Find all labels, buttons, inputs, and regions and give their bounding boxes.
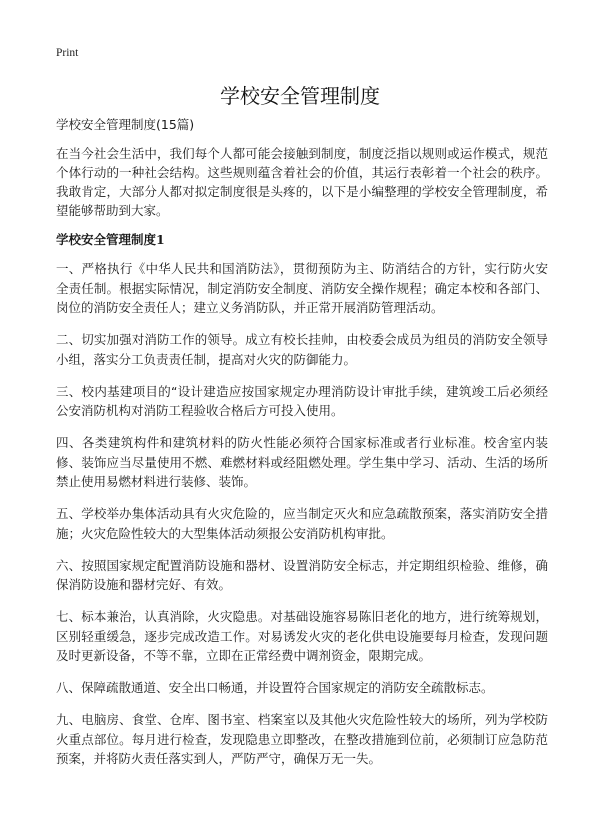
rule-paragraph-2: 二、切实加强对消防工作的领导。成立有校长挂帅，由校委会成员为组员的消防安全领导小组，落实分工负责责任制，提高对火灾的防御能力。 (56, 332, 548, 367)
rule-paragraph-6: 六、按照国家规定配置消防设施和器材、设置消防安全标志，并定期组织检验、维修，确保消防设施和器材完好、有效。 (56, 557, 548, 592)
document-body (56, 117, 548, 781)
section-heading: 学校安全管理制度1 (56, 232, 165, 247)
rule-paragraph-5: 五、学校举办集体活动具有火灾危险的，应当制定灭火和应急疏散预案，落实消防安全措施；火灾危险性较大的大型集体活动须报公安消防机构审批。 (56, 506, 548, 541)
document-subtitle: 学校安全管理制度(15篇) (56, 117, 195, 132)
rule-paragraph-8: 八、保障疏散通道、安全出口畅通，并设置符合国家规定的消防安全疏散标志。 (56, 680, 494, 695)
page-title: 学校安全管理制度 (220, 84, 380, 108)
rule-paragraph-7: 七、标本兼治，认真消除，火灾隐患。对基础设施容易陈旧老化的地方，进行统筹规划，区别轻重缓急，逐步完成改造工作。对易诱发火灾的老化供电设施要每月检查，发现问题及时更新设备，不等不靠，立即在正常经费中调剂资金，限期完成。 (56, 609, 548, 663)
print-label: Print (56, 47, 79, 59)
rule-paragraph-4: 四、各类建筑构件和建筑材料的防火性能必须符合国家标准或者行业标准。校舍室内装修、装饰应当尽量使用不燃、难燃材料或经阻燃处理。学生集中学习、活动、生活的场所禁止使用易燃材料进行装修、装饰。 (56, 435, 548, 489)
rule-paragraph-9: 九、电脑房、食堂、仓库、图书室、档案室以及其他火灾危险性较大的场所，列为学校防火重点部位。每月进行检查，发现隐患立即整改，在整改措施到位前，必须制订应急防范预案，并将防火责任落实到人，严防严守，确保万无一失。 (56, 712, 548, 766)
intro-paragraph: 在当今社会生活中，我们每个人都可能会接触到制度，制度泛指以规则或运作模式，规范个体行动的一种社会结构。这些规则蕴含着社会的价值，其运行表彰着一个社会的秩序。我敢肯定，大部分人都对拟定制度很是头疼的，以下是小编整理的学校安全管理制度，希望能够帮助到大家。 (56, 146, 548, 218)
rule-paragraph-3: 三、校内基建项目的“设计建造应按国家规定办理消防设计审批手续，建筑竣工后必须经公安消防机构对消防工程验收合格后方可投入使用。 (56, 383, 548, 418)
rule-paragraph-1: 一、严格执行《中华人民共和国消防法》，贯彻预防为主、防消结合的方针，实行防火安全责任制。根据实际情况，制定消防安全制度、消防安全操作规程；确定本校和各部门、岗位的消防安全责任人；建立义务消防队，并正常开展消防管理活动。 (56, 261, 548, 315)
